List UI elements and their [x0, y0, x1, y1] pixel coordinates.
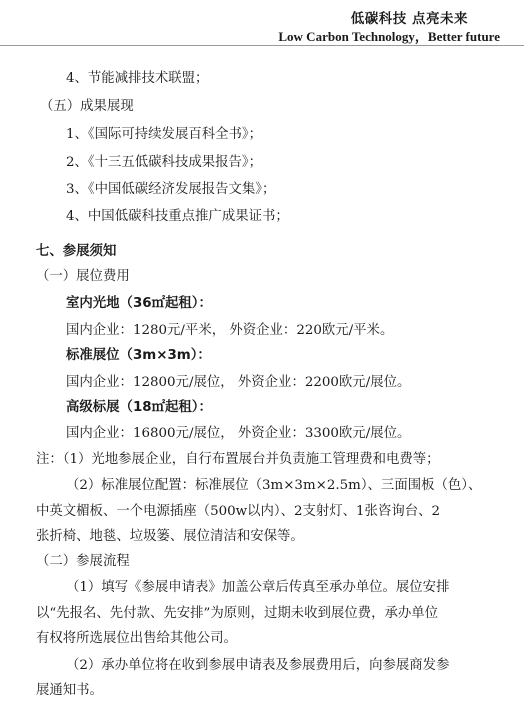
- process-step-2-line-2: 展通知书。: [36, 683, 103, 698]
- process-heading: （二）参展流程: [36, 554, 130, 569]
- note-2-line-1: （2）标准展位配置：标准展位（3m×3m×2.5m）、三面围板（色）、: [66, 478, 482, 493]
- indoor-space-title: 室内光地（36㎡起租）：: [66, 296, 212, 311]
- section-exhibit-notice-heading: 七、参展须知: [36, 244, 117, 259]
- process-step-2-line-1: （2）承办单位将在收到参展申请表及参展费用后，向参展商发参: [66, 658, 450, 673]
- standard-booth-price: 国内企业：12800元/展位， 外资企业：2200欧元/展位。: [66, 375, 411, 390]
- results-item-4: 4、中国低碳科技重点推广成果证书；: [66, 209, 289, 224]
- booth-fee-heading: （一）展位费用: [36, 269, 130, 284]
- premium-booth-price: 国内企业：16800元/展位， 外资企业：3300欧元/展位。: [66, 426, 411, 441]
- note-1: 注：（1）光地参展企业，自行布置展台并负责施工管理费和电费等；: [36, 452, 440, 467]
- standard-booth-title: 标准展位（3m×3m）：: [66, 348, 211, 363]
- header-slogan-en: Low Carbon Technology，Better future: [278, 29, 500, 44]
- section-results-heading: （五）成果展现: [40, 99, 134, 114]
- alliance-item-4: 4、节能减排技术联盟；: [66, 71, 209, 86]
- process-step-1-line-2: 以“先报名、先付款、先安排”为原则，过期未收到展位费，承办单位: [36, 606, 439, 621]
- header-divider: [0, 45, 524, 46]
- results-item-3: 3、《中国低碳经济发展报告文集》；: [66, 182, 276, 197]
- indoor-space-price: 国内企业：1280元/平米， 外资企业：220欧元/平米。: [66, 323, 394, 338]
- note-2-line-2: 中英文楣板、一个电源插座（500w以内）、2支射灯、1张咨询台、2: [36, 504, 441, 519]
- results-item-1: 1、《国际可持续发展百科全书》；: [66, 127, 262, 142]
- header-slogan-cn: 低碳科技 点亮未来: [350, 11, 468, 27]
- results-item-2: 2、《十三五低碳科技成果报告》；: [66, 155, 262, 170]
- process-step-1-line-1: （1）填写《参展申请表》加盖公章后传真至承办单位。展位安排: [66, 580, 450, 595]
- process-step-1-line-3: 有权将所选展位出售给其他公司。: [36, 631, 237, 646]
- premium-booth-title: 高级标展（18㎡起租）：: [66, 400, 212, 415]
- note-2-line-3: 张折椅、地毯、垃圾篓、展位清洁和安保等。: [36, 529, 304, 544]
